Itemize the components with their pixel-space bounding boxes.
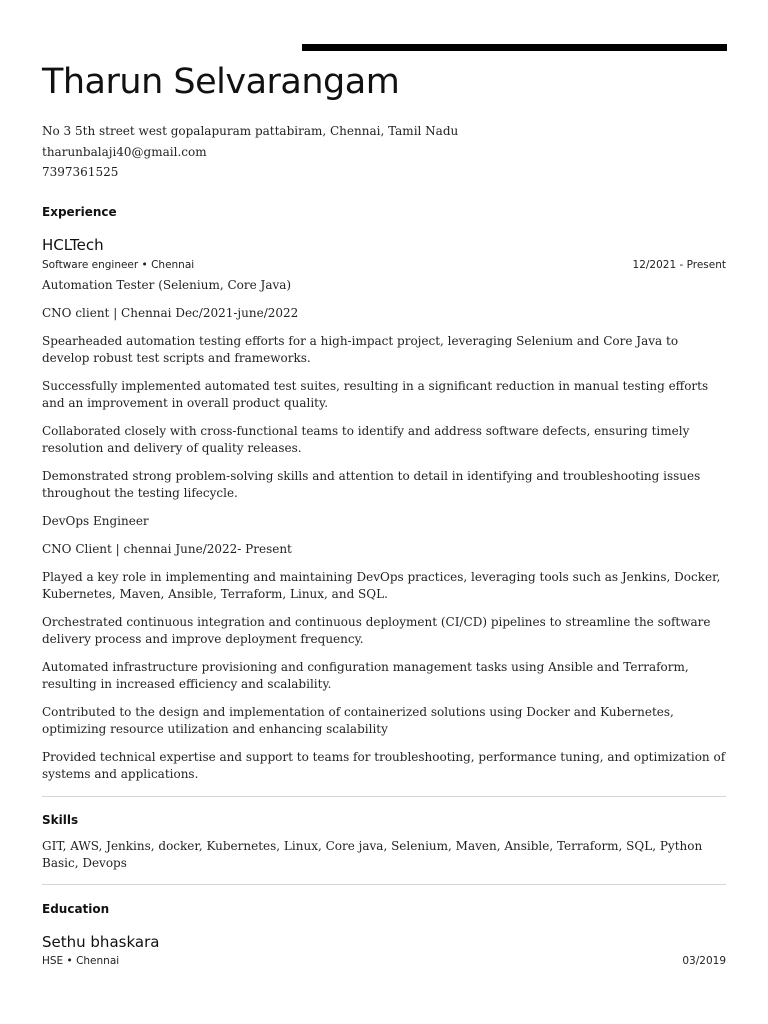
education-school: Sethu bhaskara [42,933,160,951]
experience-paragraph: Automated infrastructure provisioning and configuration management tasks using Ansible and Terraform, resulting in increased efficiency and scalability. [42,660,689,691]
experience-paragraph: Orchestrated continuous integration and continuous deployment (CI/CD) pipelines to streamline the software delivery process and improve deployment frequency. [42,615,711,647]
education-heading: Education [42,902,110,916]
experience-paragraph: Demonstrated strong problem-solving skills and attention to detail in identifying and troubleshooting issues throughout the testing lifecycle. [42,469,701,500]
education-subline [42,955,726,967]
experience-paragraph: Provided technical expertise and support to teams for troubleshooting, performance tuning, and optimization of systems and applications. [42,750,726,781]
experience-paragraph: DevOps Engineer [42,514,149,529]
experience-paragraph: Collaborated closely with cross-functional teams to identify and address software defects, ensuring timely resolution and delivery of quality releases. [42,424,690,455]
candidate-name: Tharun Selvarangam [42,62,400,102]
header-accent-bar [302,44,727,51]
experience-paragraph: Successfully implemented automated test suites, resulting in a significant reduction in manual testing efforts and an improvement in overall product quality. [42,379,709,411]
section-divider [42,796,726,797]
experience-subline [42,259,726,271]
experience-details [42,277,726,794]
education-qualification-location: HSE • Chennai [42,955,120,967]
contact-address: No 3 5th street west gopalapuram pattabiram, Chennai, Tamil Nadu [42,124,459,138]
experience-role-location: Software engineer • Chennai [42,259,195,271]
education-date: 03/2019 [682,955,726,967]
experience-paragraph: Contributed to the design and implementation of containerized solutions using Docker and Kubernetes, optimizing resource utilization and enhancing scalability [42,705,674,736]
contact-phone: 7397361525 [42,165,119,179]
experience-paragraph: CNO client | Chennai Dec/2021-june/2022 [42,306,299,321]
section-divider [42,884,726,885]
skills-list: GIT, AWS, Jenkins, docker, Kubernetes, Linux, Core java, Selenium, Maven, Ansible, Terraform, SQL, Python Basic, Devops [42,839,703,870]
experience-paragraph: Played a key role in implementing and maintaining DevOps practices, leveraging tools such as Jenkins, Docker, Kubernetes, Maven, Ansible, Terraform, Linux, and SQL. [42,570,721,602]
contact-info [42,121,458,183]
experience-paragraph: Automation Tester (Selenium, Core Java) [42,278,292,292]
experience-company: HCLTech [42,236,104,254]
contact-email: tharunbalaji40@gmail.com [42,144,207,159]
skills-heading: Skills [42,813,79,827]
experience-paragraph: Spearheaded automation testing efforts for a high-impact project, leveraging Selenium and Core Java to develop robust test scripts and frameworks. [42,334,679,366]
experience-dates: 12/2021 - Present [632,259,726,271]
experience-heading: Experience [42,205,117,219]
experience-paragraph: CNO Client | chennai June/2022- Present [42,542,292,557]
